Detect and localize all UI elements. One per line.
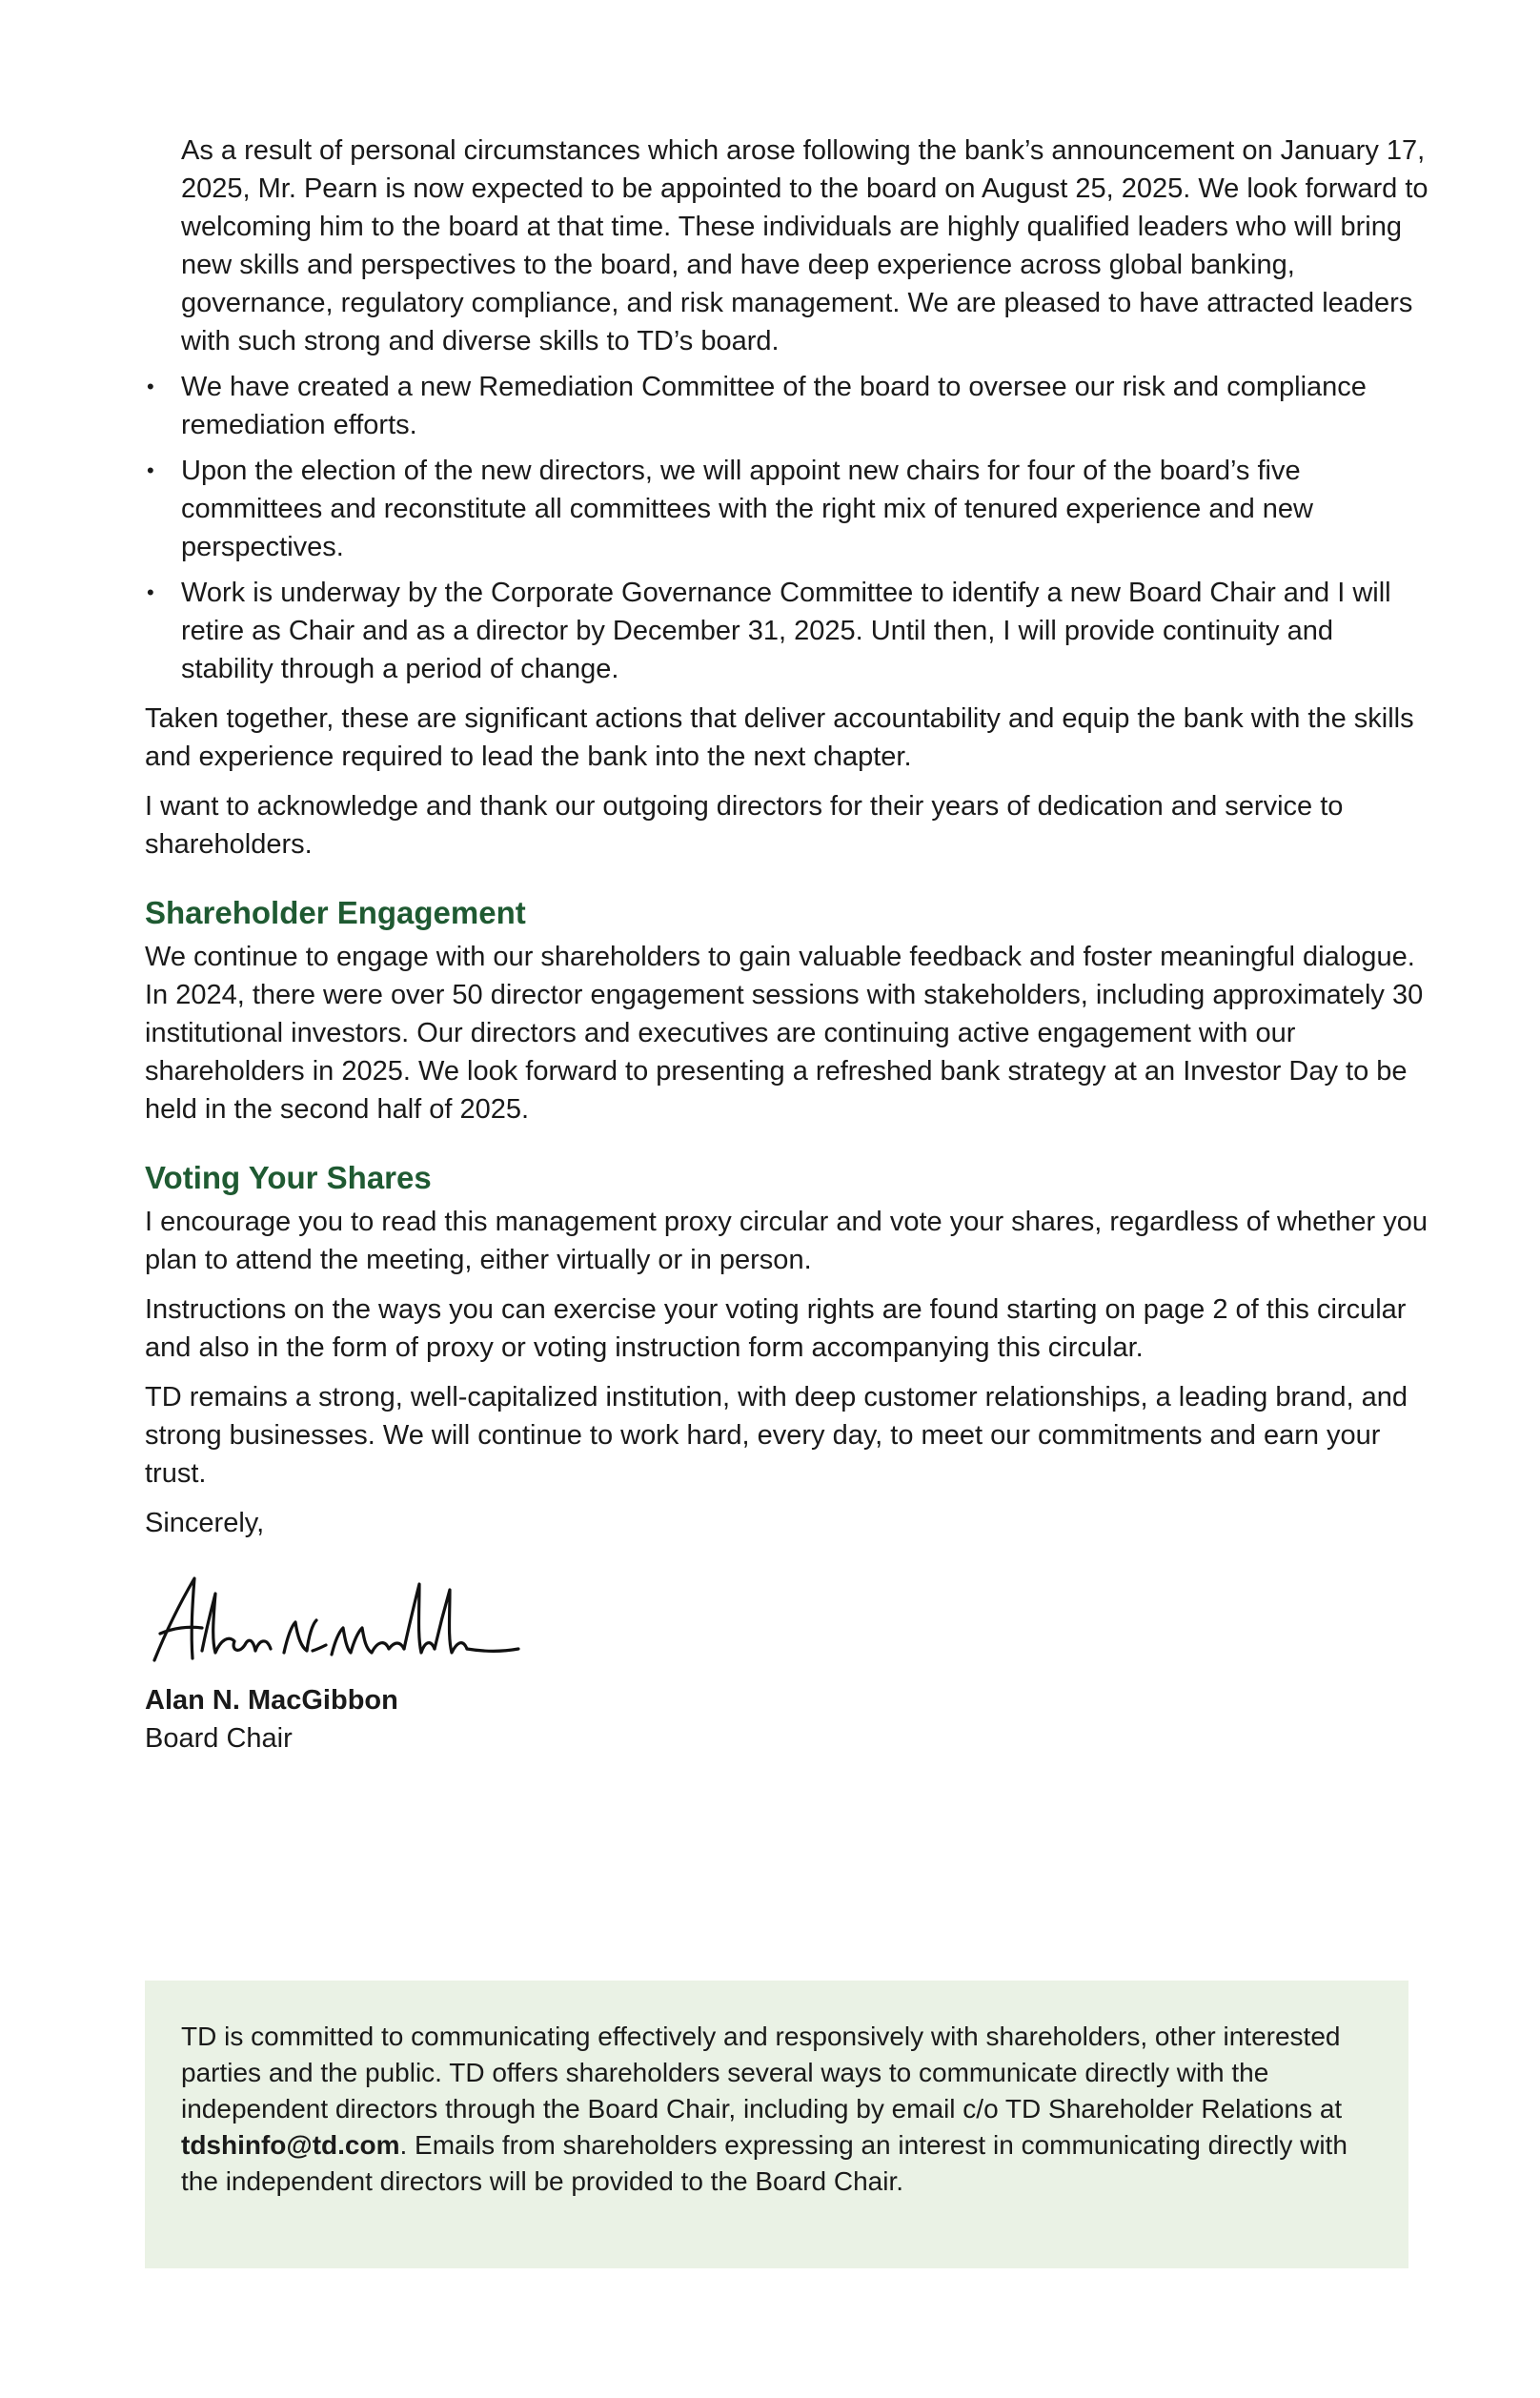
- bullet-text: Work is underway by the Corporate Governance Committee to identify a new Board Chair and I will retire as Chair and as a director by December 31, 2025. Until then, I will provide continuity and stability through a period of change.: [181, 578, 1391, 684]
- notice-text-before-email: TD is committed to communicating effectively and responsively with shareholders, other interested parties and the public. TD offers shareholders several ways to communicate directly with the independent directors through the Board Chair, including by email c/o TD Shareholder Relations at: [181, 2022, 1343, 2124]
- voting-instructions-paragraph: Instructions on the ways you can exercise your voting rights are found starting on page 2 of this circular and also in the form of proxy or voting instruction form accompanying this circular.: [145, 1294, 1407, 1363]
- engagement-heading: Shareholder Engagement: [145, 895, 526, 930]
- notice-email: tdshinfo@td.com: [181, 2130, 400, 2160]
- list-item: [145, 452, 1431, 566]
- notice-text-after-email: . Emails from shareholders expressing an interest in communicating directly with the independent directors will be provided to the Board Chair.: [181, 2130, 1348, 2196]
- voting-paragraph: I encourage you to read this management proxy circular and vote your shares, regardless of whether you plan to attend the meeting, either virtually or in person.: [145, 1207, 1429, 1275]
- bullet-text: Upon the election of the new directors, we will appoint new chairs for four of the board’s five committees and reconstitute all committees with the right mix of tenured experience and new perspectives.: [181, 456, 1313, 562]
- td-strength-paragraph: TD remains a strong, well-capitalized institution, with deep customer relationships, a leading brand, and strong businesses. We will continue to work hard, every day, to meet our commitments and earn your trust.: [145, 1382, 1408, 1489]
- acknowledge-paragraph: I want to acknowledge and thank our outgoing directors for their years of dedication and service to shareholders.: [145, 791, 1344, 860]
- bullet-icon: •: [147, 580, 154, 604]
- list-item: [145, 368, 1431, 444]
- taken-together-paragraph: Taken together, these are significant actions that deliver accountability and equip the bank with the skills and experience required to lead the bank into the next chapter.: [145, 703, 1414, 772]
- voting-heading: Voting Your Shares: [145, 1160, 432, 1195]
- engagement-paragraph: We continue to engage with our shareholders to gain valuable feedback and foster meaningful dialogue. In 2024, there were over 50 director engagement sessions with stakeholders, including approximately 30 institutional investors. Our directors and executives are continuing active engagement with our shareholders in 2025. We look forward to presenting a refreshed bank strategy at an Investor Day to be held in the second half of 2025.: [145, 942, 1424, 1125]
- handwritten-signature: [145, 1565, 526, 1679]
- intro-continuation-paragraph: As a result of personal circumstances which arose following the bank’s announcement on January 17, 2025, Mr. Pearn is now expected to be appointed to the board on August 25, 2025. We look forward to welcoming him to the board at that time. These individuals are highly qualified leaders who will bring new skills and perspectives to the board, and have deep experience across global banking, governance, regulatory compliance, and risk management. We are pleased to have attracted leaders with such strong and diverse skills to TD’s board.: [181, 135, 1429, 356]
- signer-name: Alan N. MacGibbon: [145, 1685, 398, 1716]
- actions-bullet-list: [145, 368, 1431, 688]
- shareholder-communication-notice: [145, 1981, 1408, 2268]
- signer-title: Board Chair: [145, 1723, 293, 1754]
- closing: Sincerely,: [145, 1508, 265, 1538]
- bullet-icon: •: [147, 458, 154, 482]
- signature-block: [145, 1565, 1431, 1758]
- letter-body: [145, 132, 1431, 1758]
- bullet-icon: •: [147, 375, 154, 398]
- bullet-text: We have created a new Remediation Committee of the board to oversee our risk and compliance remediation efforts.: [181, 372, 1367, 440]
- list-item: [145, 574, 1431, 688]
